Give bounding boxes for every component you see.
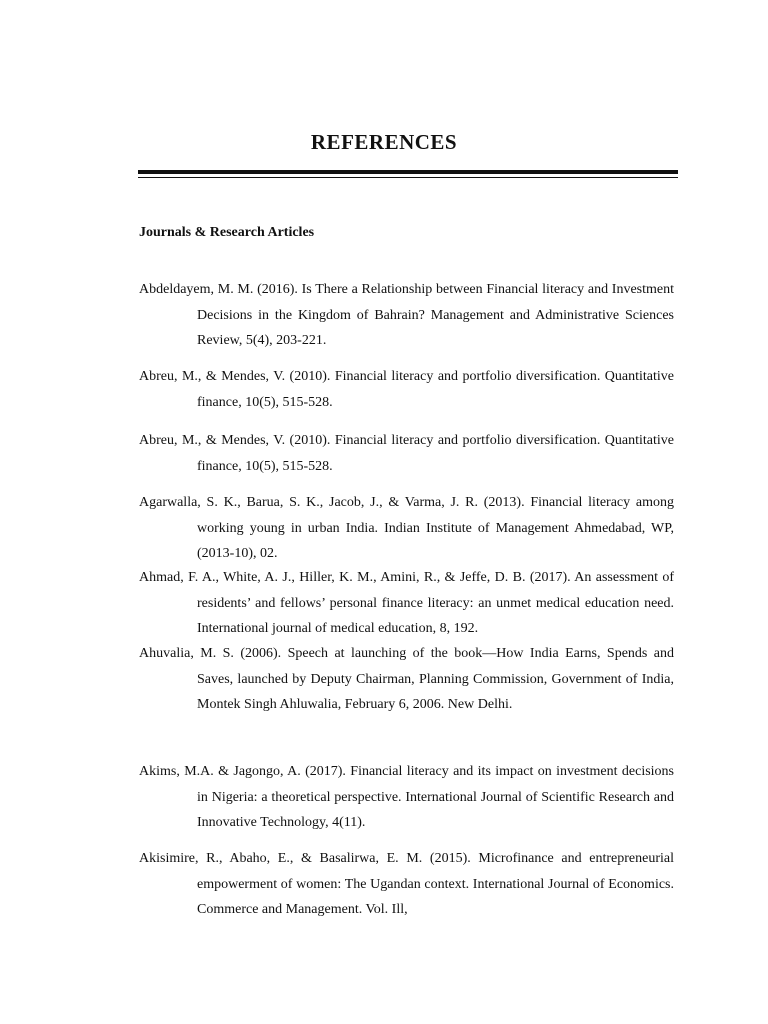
section-heading: Journals & Research Articles — [139, 225, 315, 240]
reference-entry: Ahuvalia, M. S. (2006). Speech at launching of the book—How India Earns, Spends and Saves, launched by Deputy Chairman, Planning Commission, Government of India, Montek Singh Ahluwalia, February 6, 2006. New Delhi. — [139, 646, 674, 712]
reference-entry: Akims, M.A. & Jagongo, A. (2017). Financial literacy and its impact on investment decisions in Nigeria: a theoretical perspective. International Journal of Scientific Research and Innovative Technology, 4(11). — [139, 764, 674, 830]
reference-entry: Abdeldayem, M. M. (2016). Is There a Relationship between Financial literacy and Investment Decisions in the Kingdom of Bahrain? Management and Administrative Sciences Review, 5(4), 203-221. — [139, 282, 674, 348]
page-title: REFERENCES — [310, 130, 458, 154]
reference-entry: Akisimire, R., Abaho, E., & Basalirwa, E. M. (2015). Microfinance and entrepreneurial empowerment of women: The Ugandan context. International Journal of Economics. Commerce and Management. Vol. Ill, — [139, 851, 674, 917]
reference-entry: Agarwalla, S. K., Barua, S. K., Jacob, J., & Varma, J. R. (2013). Financial literacy among working young in urban India. Indian Institute of Management Ahmedabad, WP, (2013-10), 02. — [139, 495, 674, 561]
title-rule-thick — [138, 170, 678, 174]
reference-entry: Abreu, M., & Mendes, V. (2010). Financial literacy and portfolio diversification. Quantitative finance, 10(5), 515-528. — [139, 369, 674, 410]
title-rule-thin — [138, 177, 678, 178]
reference-entry: Abreu, M., & Mendes, V. (2010). Financial literacy and portfolio diversification. Quantitative finance, 10(5), 515-528. — [139, 433, 674, 474]
reference-entry: Ahmad, F. A., White, A. J., Hiller, K. M., Amini, R., & Jeffe, D. B. (2017). An assessment of residents’ and fellows’ personal finance literacy: an unmet medical education need. International journal of medical education, 8, 192. — [139, 570, 674, 636]
